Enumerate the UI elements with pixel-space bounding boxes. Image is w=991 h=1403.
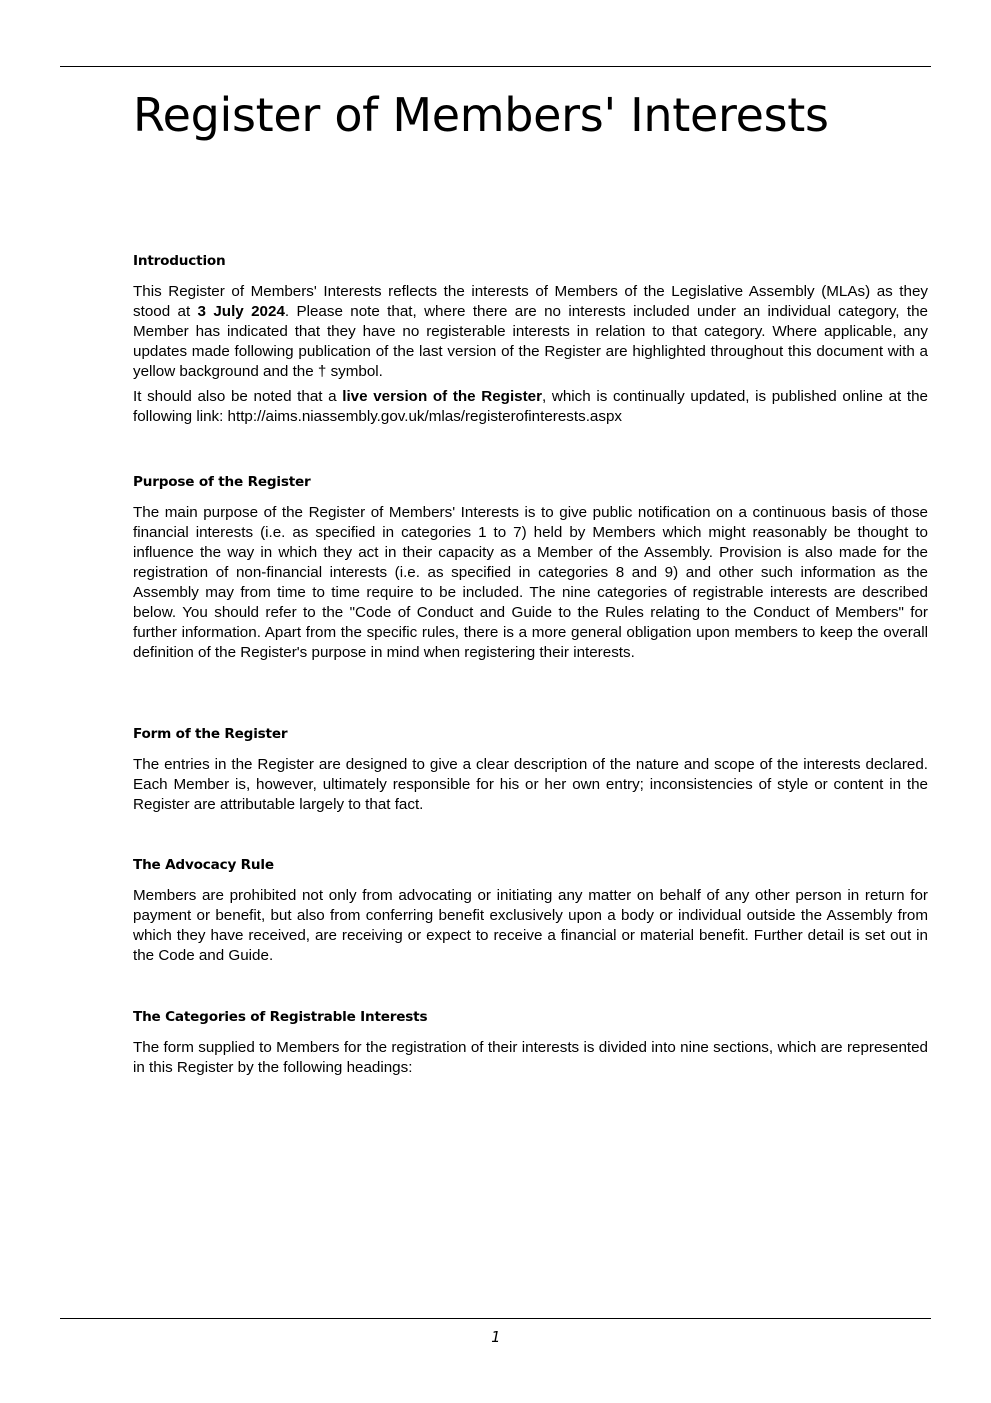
- section-heading: The Advocacy Rule: [133, 857, 274, 873]
- top-rule: [60, 66, 931, 67]
- section-purpose: [133, 471, 928, 668]
- bottom-rule: [60, 1318, 931, 1319]
- text-run: This Register of Members' Interests reflects the interests of Members of the Legislative Assembly (MLAs) as they stood at: [133, 283, 928, 320]
- advocacy-paragraph: Members are prohibited not only from advocating or initiating any matter on behalf of any other person in return for payment or benefit, but also from conferring benefit exclusively upon a body or individual outside the Assembly from which they have received, are receiving or expect to receive a financial or material benefit. Further detail is set out in the Code and Guide.: [133, 887, 928, 964]
- form-paragraph: The entries in the Register are designed to give a clear description of the nature and scope of the interests declared. Each Member is, however, ultimately responsible for his or her own entry; inconsistencies of style or content in the Register are attributable largely to that fact.: [133, 756, 928, 813]
- section-advocacy: [133, 854, 928, 971]
- text-run: , which is continually updated, is published online at the following link: http://aims.niassembly.gov.uk/mlas/registerofinterests.aspx: [133, 388, 928, 425]
- section-form: [133, 723, 928, 820]
- purpose-paragraph: The main purpose of the Register of Members' Interests is to give public notification on a continuous basis of those financial interests (i.e. as specified in categories 1 to 7) held by Members which might reasonably be thought to influence the way in which they act in their capacity as a Member of the Assembly. Provision is also made for the registration of non-financial interests (i.e. as specified in categories 8 and 9) and other such information as the Assembly may from time to time require to be included. The nine categories of registrable interests are described below. You should refer to the "Code of Conduct and Guide to the Rules relating to the Conduct of Members" for further information. Apart from the specific rules, there is a more general obligation upon members to keep the overall definition of the Register's purpose in mind when registering their interests.: [133, 504, 928, 661]
- section-heading: Form of the Register: [133, 726, 288, 742]
- section-heading: Purpose of the Register: [133, 474, 311, 490]
- register-date: 3 July 2024: [197, 303, 285, 320]
- section-heading: Introduction: [133, 253, 226, 269]
- introduction-paragraph-1: [133, 282, 928, 382]
- page-number: 1: [490, 1328, 501, 1346]
- page-title: Register of Members' Interests: [133, 88, 829, 142]
- section-categories: [133, 1006, 928, 1083]
- text-run: It should also be noted that a: [133, 388, 343, 405]
- section-introduction: [133, 250, 928, 432]
- categories-paragraph: The form supplied to Members for the registration of their interests is divided into nine sections, which are represented in this Register by the following headings:: [133, 1039, 928, 1076]
- text-run: . Please note that, where there are no interests included under an individual category, the Member has indicated that they have no registerable interests in relation to that category. Where applicable, any updates made following publication of the last version of the Register are highlighted throughout this document with a yellow background and the † symbol.: [133, 303, 928, 380]
- section-heading: The Categories of Registrable Interests: [133, 1009, 428, 1025]
- introduction-paragraph-2: [133, 387, 928, 427]
- live-register-emphasis: live version of the Register: [342, 388, 543, 405]
